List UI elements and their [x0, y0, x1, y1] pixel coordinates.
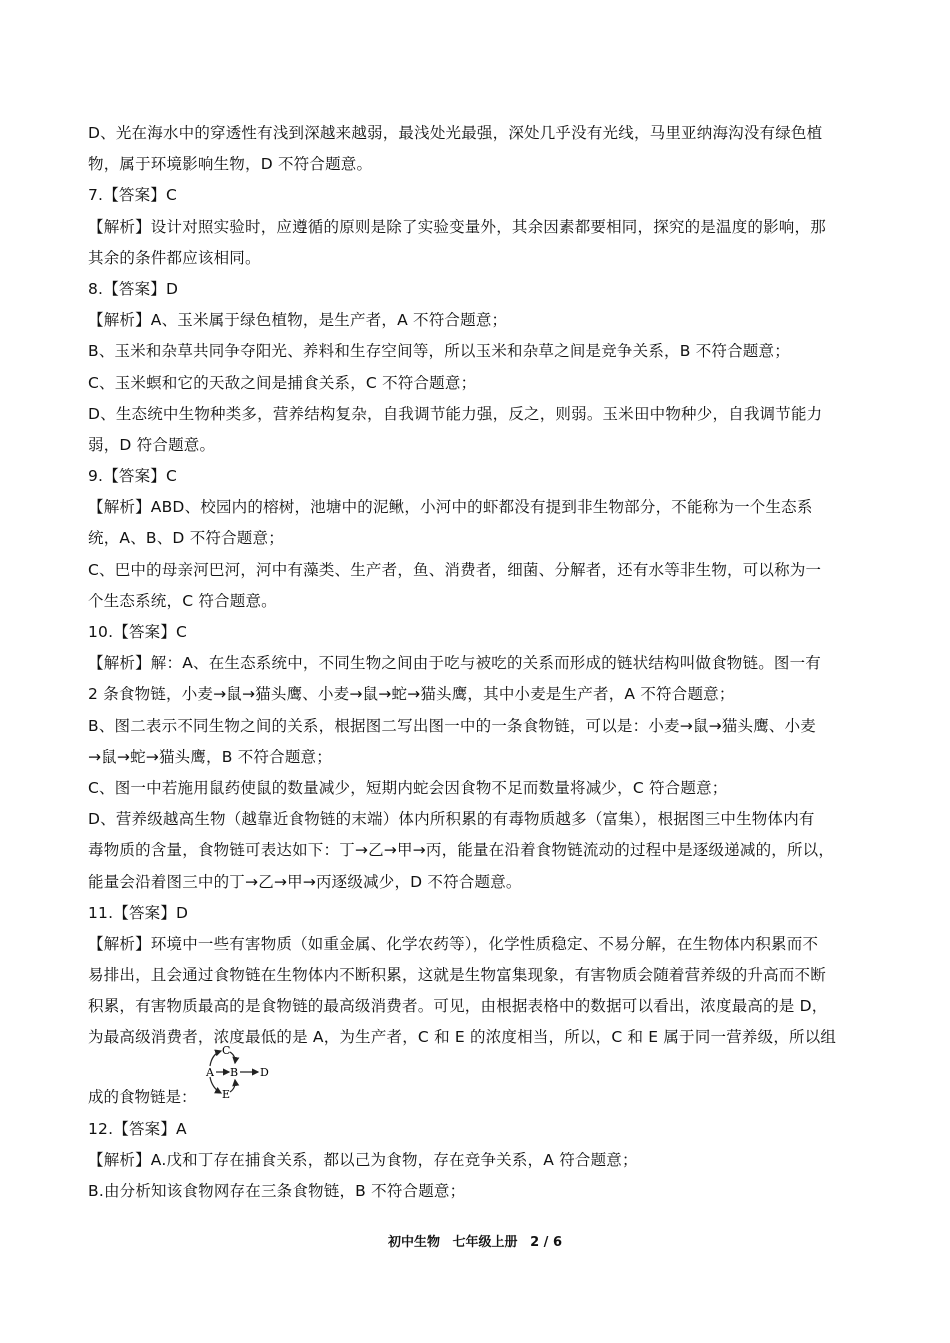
text-line: C、图一中若施用鼠药使鼠的数量减少，短期内蛇会因食物不足而数量将减少，C 符合题意；: [88, 778, 728, 797]
text-line: 物，属于环境影响生物，D 不符合题意。: [88, 155, 373, 174]
node-d: D: [260, 1065, 269, 1079]
text-block-after: [88, 1114, 858, 1208]
footer-subject: 初中生物: [388, 1235, 441, 1250]
arrow-a-e: [210, 1077, 221, 1093]
text-line: 为最高级消费者，浓度最低的是 A，为生产者，C 和 E 的浓度相当，所以，C 和 E 属于同一营养级，所以组: [88, 1028, 837, 1047]
arrow-a-c: [210, 1051, 221, 1066]
node-a: A: [206, 1065, 214, 1079]
text-line: B.由分析知该食物网存在三条食物链，B 不符合题意；: [88, 1182, 466, 1200]
text-line: C、玉米螟和它的天敌之间是捕食关系，C 不符合题意；: [88, 373, 477, 392]
text-line: 毒物质的含量，食物链可表达如下：丁→乙→甲→丙，能量在沿着食物链流动的过程中是逐级递减的，所以，: [88, 841, 835, 860]
text-line: →鼠→蛇→猫头鹰，B 不符合题意；: [88, 747, 332, 766]
arrow-e-b: [230, 1080, 235, 1092]
node-c: C: [222, 1043, 231, 1057]
text-line: 易排出，且会通过食物链在生物体内不断积累，这就是生物富集现象，有害物质会随着营养级的升高而不断: [88, 966, 826, 985]
text-line: 12.【答案】A: [88, 1119, 187, 1138]
node-b: B: [230, 1065, 239, 1079]
arrow-c-b: [230, 1052, 235, 1063]
text-line: 9.【答案】C: [88, 467, 178, 486]
text-line: D、营养级越高生物（越靠近食物链的末端）体内所积累的有毒物质越多（富集），根据图三中生物体内有: [88, 810, 815, 829]
text-line: D、生态统中生物种类多，营养结构复杂，自我调节能力强，反之，则弱。玉米田中物种少，自我调节能力: [88, 404, 823, 423]
text-line: B、玉米和杂草共同争夺阳光、养料和生存空间等，所以玉米和杂草之间是竞争关系，B 不符合题意；: [88, 342, 790, 361]
text-line: 【解析】A、玉米属于绿色植物，是生产者，A 不符合题意；: [88, 311, 508, 330]
text-line: 7.【答案】C: [88, 186, 178, 205]
footer-page-number: 2 / 6: [530, 1235, 562, 1250]
text-line: 【解析】设计对照实验时，应遵循的原则是除了实验变量外，其余因素都要相同，探究的是温度的影响，那: [88, 217, 826, 236]
food-chain-diagram: [202, 1042, 282, 1102]
text-line: C、巴中的母亲河巴河，河中有藻类、生产者，鱼、消费者，细菌、分解者，还有水等非生物，可以称为一: [88, 560, 822, 579]
text-line: 其余的条件都应该相同。: [88, 248, 261, 267]
text-line: 能量会沿着图三中的丁→乙→甲→丙逐级减少，D 不符合题意。: [88, 872, 522, 891]
text-line: 【解析】解：A、在生态系统中，不同生物之间由于吃与被吃的关系而形成的链状结构叫做食物链。图一有: [88, 654, 822, 673]
text-line: 【解析】环境中一些有害物质（如重金属、化学农药等），化学性质稳定、不易分解，在生物体内积累而不: [88, 934, 819, 953]
text-line: 弱，D 符合题意。: [88, 435, 216, 454]
document-body: [88, 118, 858, 1207]
text-line: 11.【答案】D: [88, 903, 189, 922]
text-line: 统，A、B、D 不符合题意；: [88, 529, 284, 548]
text-line: 10.【答案】C: [88, 623, 188, 641]
footer-grade: 七年级上册: [452, 1235, 518, 1250]
text-line: 积累，有害物质最高的是食物链的最高级消费者。可见，由根据表格中的数据可以看出，浓度最高的是 D，: [88, 997, 828, 1016]
food-chain-line: [88, 1043, 858, 1114]
text-line: 8.【答案】D: [88, 279, 179, 298]
text-line: 【解析】A.戊和丁存在捕食关系，都以己为食物，存在竞争关系，A 符合题意；: [88, 1150, 638, 1169]
text-line: D、光在海水中的穿透性有浅到深越来越弱，最浅处光最强，深处几乎没有光线，马里亚纳海沟没有绿色植: [88, 124, 823, 142]
text-block: [88, 118, 858, 1054]
page-footer: [0, 1233, 950, 1253]
text-line: B、图二表示不同生物之间的关系，根据图二写出图一中的一条食物链，可以是：小麦→鼠→猫头鹰、小麦: [88, 716, 817, 735]
text-line: 【解析】ABD、校园内的榕树，池塘中的泥鳅，小河中的虾都没有提到非生物部分，不能称为一个生态系: [88, 498, 813, 517]
food-chain-label: 成的食物链是：: [88, 1088, 197, 1107]
node-e: E: [222, 1087, 231, 1101]
text-line: 2 条食物链，小麦→鼠→猫头鹰、小麦→鼠→蛇→猫头鹰，其中小麦是生产者，A 不符合题意；: [88, 685, 735, 704]
text-line: 个生态系统，C 符合题意。: [88, 591, 277, 610]
